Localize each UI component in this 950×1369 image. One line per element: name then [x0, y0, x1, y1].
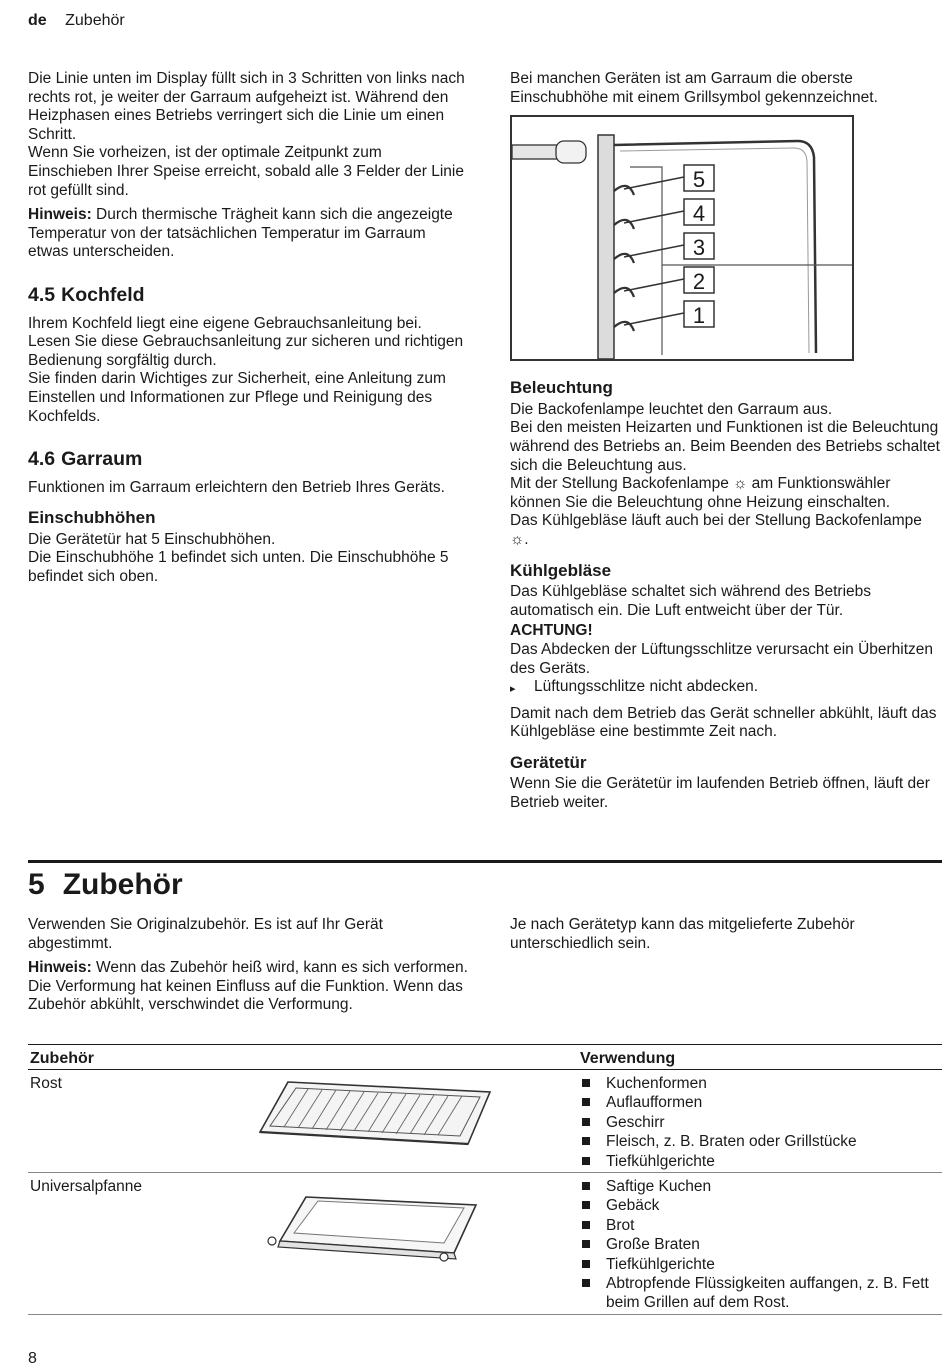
- square-bullet-icon: [582, 1221, 590, 1229]
- square-bullet-icon: [582, 1079, 590, 1087]
- universal-pan-illustration: [258, 1183, 498, 1263]
- einschub-paragraph-2: Die Einschubhöhe 1 befindet sich unten. Die Einschubhöhe 5 befindet sich oben.: [28, 549, 449, 586]
- kuehl-paragraph-1: Das Kühlgebläse schaltet sich während des Betriebs automatisch ein. Die Luft entweicht über der Tür.: [510, 583, 872, 619]
- kuehl-paragraph-3: Damit nach dem Betrieb das Gerät schneller abkühlt, läuft das Kühlgebläse eine bestimmte Zeit nach.: [510, 704, 937, 741]
- list-item: Gebäck: [580, 1196, 942, 1215]
- chapter5-left-column: [28, 916, 468, 1015]
- square-bullet-icon: [582, 1182, 590, 1190]
- beleuchtung-paragraph-3: Mit der Stellung Backofenlampe ☼ am Funktionswähler können Sie die Beleuchtung ohne Heizung einschalten.: [510, 475, 891, 511]
- page-header: [28, 12, 125, 30]
- accessory-name: Universalpfanne: [30, 1178, 143, 1195]
- display-line-paragraph: Die Linie unten im Display füllt sich in 3 Schritten von links nach rechts rot, je weiter der Garraum aufgeheizt ist. Während den Heizphasen eines Betriebs verringert sich die Linie um einen Schritt.: [28, 70, 465, 143]
- square-bullet-icon: [582, 1098, 590, 1106]
- hint-label: Hinweis:: [28, 959, 92, 977]
- zubehoer-hint-paragraph: [28, 959, 468, 1015]
- kochfeld-paragraph-1: Ihrem Kochfeld liegt eine eigene Gebrauchsanleitung bei. Lesen Sie diese Gebrauchsanleitung zur sicheren und richtigen Bedienung sorgfältig durch.: [28, 314, 464, 369]
- chapter-title: Zubehör: [62, 868, 183, 901]
- oven-cavity-drawing: [512, 117, 852, 359]
- square-bullet-icon: [582, 1240, 590, 1248]
- list-item: Abtropfende Flüssigkeiten auffangen, z. B. Fett beim Grillen auf dem Rost.: [580, 1274, 942, 1313]
- level-label-5: 5: [692, 167, 706, 193]
- wire-rack-illustration: [258, 1078, 498, 1148]
- list-item: Geschirr: [580, 1113, 942, 1132]
- table-row: [28, 1173, 942, 1315]
- section-number: 4.5: [28, 283, 56, 306]
- square-bullet-icon: [582, 1201, 590, 1209]
- section-heading-kochfeld: [28, 283, 468, 306]
- usage-list: [580, 1074, 942, 1171]
- section-number: 4.6: [28, 448, 56, 471]
- oven-cavity-illustration: [510, 115, 854, 361]
- list-item: Saftige Kuchen: [580, 1177, 942, 1196]
- chapter5-right-column: [510, 916, 942, 953]
- zubehoer-type-paragraph: Je nach Gerätetyp kann das mitgelieferte Zubehör unterschiedlich sein.: [510, 916, 855, 952]
- warning-label: ACHTUNG!: [510, 622, 593, 640]
- header-title: Zubehör: [65, 12, 125, 29]
- hint-text: Wenn das Zubehör heiß wird, kann es sich verformen. Die Verformung hat keinen Einfluss auf die Funktion. Wenn das Zubehör abkühlt, verschwindet die Verformung.: [28, 959, 468, 1014]
- left-column: [28, 70, 468, 587]
- section-title: Kochfeld: [61, 283, 145, 306]
- einschub-paragraph-1: Die Gerätetür hat 5 Einschubhöhen.: [28, 530, 276, 548]
- hint-text: Durch thermische Trägheit kann sich die angezeigte Temperatur von der tatsächlichen Temperatur im Garraum etwas unterscheiden.: [28, 206, 453, 261]
- table-row: [28, 1070, 942, 1173]
- column-header-verwendung: Verwendung: [580, 1050, 676, 1067]
- hint-label: Hinweis:: [28, 206, 92, 224]
- list-item: Auflaufformen: [580, 1093, 942, 1112]
- list-item: Große Braten: [580, 1235, 942, 1254]
- subheading-kuehlgeblaese: Kühlgebläse: [510, 560, 612, 580]
- square-bullet-icon: [582, 1118, 590, 1126]
- section-heading-garraum: [28, 450, 468, 469]
- accessory-name: Rost: [30, 1075, 62, 1092]
- beleuchtung-paragraph-1: Die Backofenlampe leuchtet den Garraum aus.: [510, 400, 833, 418]
- kochfeld-paragraph-2: Sie finden darin Wichtiges zur Sicherheit, eine Anleitung zum Einstellen und Informationen zur Pflege und Reinigung des Kochfelds.: [28, 370, 446, 425]
- section-title: Garraum: [61, 448, 143, 471]
- instruction-text: Lüftungsschlitze nicht abdecken.: [534, 678, 759, 696]
- column-header-zubehoer: Zubehör: [30, 1050, 94, 1067]
- chapter-heading: [28, 868, 183, 902]
- level-label-2: 2: [692, 269, 706, 295]
- zubehoer-intro-paragraph: Verwenden Sie Originalzubehör. Es ist auf Ihr Gerät abgestimmt.: [28, 916, 383, 952]
- list-item: Brot: [580, 1216, 942, 1235]
- hint-paragraph: [28, 206, 468, 262]
- beleuchtung-paragraph-4: Das Kühlgebläse läuft auch bei der Stellung Backofenlampe ☼.: [510, 512, 922, 548]
- right-column: [510, 70, 942, 813]
- level-label-3: 3: [692, 235, 706, 261]
- chapter-divider: [28, 860, 942, 863]
- table-header: [28, 1044, 942, 1070]
- preheat-paragraph: Wenn Sie vorheizen, ist der optimale Zeitpunkt zum Einschieben Ihrer Speise erreicht, sobald alle 3 Felder der Linie rot gefüllt sind.: [28, 144, 464, 199]
- list-item: Tiefkühlgerichte: [580, 1255, 942, 1274]
- triangle-bullet-icon: ▸: [510, 683, 516, 696]
- language-code: de: [28, 12, 47, 29]
- tuer-paragraph: Wenn Sie die Gerätetür im laufenden Betrieb öffnen, läuft der Betrieb weiter.: [510, 775, 930, 812]
- accessories-table: [28, 1044, 942, 1315]
- list-item: Kuchenformen: [580, 1074, 942, 1093]
- level-label-1: 1: [692, 303, 706, 329]
- kuehl-paragraph-2: Das Abdecken der Lüftungsschlitze verursacht ein Überhitzen des Geräts.: [510, 640, 934, 677]
- level-label-4: 4: [692, 201, 706, 227]
- grill-symbol-paragraph: Bei manchen Geräten ist am Garraum die oberste Einschubhöhe mit einem Grillsymbol gekennzeichnet.: [510, 70, 878, 106]
- square-bullet-icon: [582, 1279, 590, 1287]
- subheading-einschubhoehen: Einschubhöhen: [28, 508, 156, 528]
- square-bullet-icon: [582, 1157, 590, 1165]
- page-number: 8: [28, 1350, 37, 1367]
- subheading-geraetetuer: Gerätetür: [510, 752, 587, 772]
- beleuchtung-paragraph-2: Bei den meisten Heizarten und Funktionen ist die Beleuchtung während des Betriebs an. Beim Beenden des Betriebs schaltet sich die Beleuchtung aus.: [510, 419, 940, 474]
- subheading-beleuchtung: Beleuchtung: [510, 378, 613, 398]
- garraum-paragraph: Funktionen im Garraum erleichtern den Betrieb Ihres Geräts.: [28, 478, 445, 496]
- list-item: Fleisch, z. B. Braten oder Grillstücke: [580, 1132, 942, 1151]
- usage-list: [580, 1177, 942, 1313]
- instruction-item: [510, 678, 942, 699]
- square-bullet-icon: [582, 1260, 590, 1268]
- square-bullet-icon: [582, 1137, 590, 1145]
- list-item: Tiefkühlgerichte: [580, 1152, 942, 1171]
- chapter-number: 5: [28, 868, 45, 901]
